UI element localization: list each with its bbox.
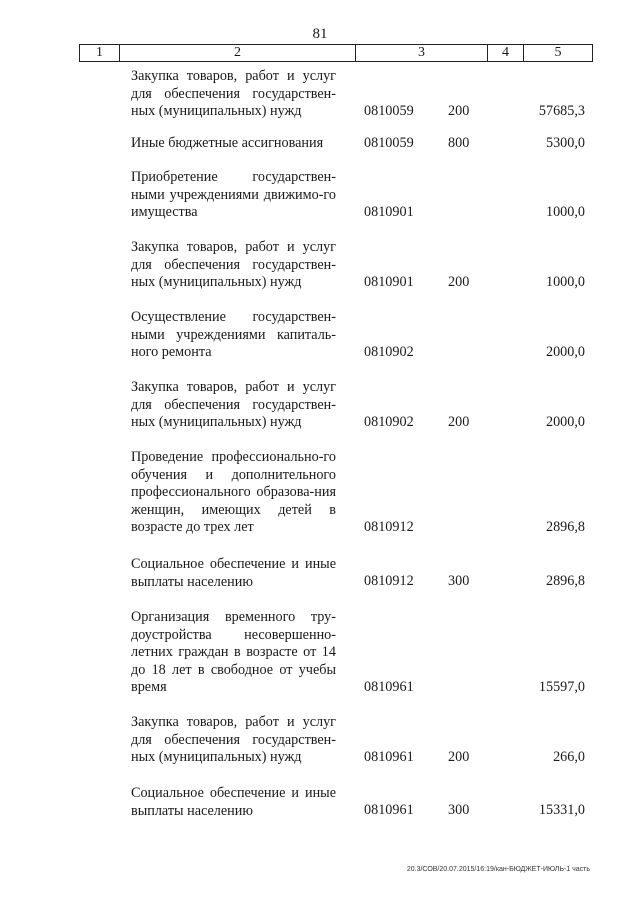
row-code: 0810059 <box>364 135 414 151</box>
row-description: Закупка товаров, работ и услуг для обеспечения государствен-ных (муниципальных) нужд <box>131 239 336 290</box>
row-code: 0810961 <box>364 802 414 818</box>
header-col-5: 5 <box>554 45 562 60</box>
row-sum: 2000,0 <box>545 344 585 360</box>
row-type: 300 <box>448 802 470 818</box>
row-description: Осуществление государствен-ными учреждениями капиталь-ного ремонта <box>131 309 336 360</box>
row-code: 0810901 <box>364 274 414 290</box>
row-type: 200 <box>448 414 470 430</box>
row-sum: 2896,8 <box>545 519 585 535</box>
header-col-1: 1 <box>80 45 120 61</box>
row-type: 200 <box>448 749 470 765</box>
row-sum: 15597,0 <box>538 679 585 695</box>
row-sum: 2000,0 <box>545 414 585 430</box>
row-description: Проведение профессионально-го обучения и дополнительного профессионального образова-ния женщин, имеющих детей в возрасте до трех лет <box>131 449 336 535</box>
row-sum: 5300,0 <box>545 135 585 151</box>
table-header <box>79 44 593 62</box>
row-code: 0810961 <box>364 749 414 765</box>
row-code: 0810902 <box>364 344 414 360</box>
row-sum: 1000,0 <box>545 204 585 220</box>
row-sum: 15331,0 <box>538 802 585 818</box>
row-description: Социальное обеспечение и иные выплаты населению <box>131 556 336 590</box>
row-description: Закупка товаров, работ и услуг для обеспечения государствен-ных (муниципальных) нужд <box>131 714 336 765</box>
row-sum: 1000,0 <box>545 274 585 290</box>
page-number: 81 <box>312 26 328 42</box>
row-description: Организация временного тру-доустройства несовершенно-летних граждан в возрасте от 14 до 18 лет в свободное от учебы время <box>131 609 336 695</box>
row-code: 0810912 <box>364 519 414 535</box>
footer-stamp: 20.3/СОВ/20.07.2015/16:19/кан-БЮДЖЕТ-ИЮЛЬ-1 часть <box>406 866 590 873</box>
row-code: 0810912 <box>364 573 414 589</box>
header-col-4: 4 <box>488 45 524 61</box>
row-code: 0810901 <box>364 204 414 220</box>
row-type: 200 <box>448 274 470 290</box>
row-type: 300 <box>448 573 470 589</box>
row-code: 0810902 <box>364 414 414 430</box>
row-description: Закупка товаров, работ и услуг для обеспечения государствен-ных (муниципальных) нужд <box>131 379 336 430</box>
header-col-2: 2 <box>120 45 356 61</box>
row-description: Приобретение государствен-ными учреждениями движимо-го имущества <box>131 169 336 220</box>
row-type: 200 <box>448 103 470 119</box>
row-description: Социальное обеспечение и иные выплаты населению <box>131 785 336 819</box>
row-code: 0810059 <box>364 103 414 119</box>
row-description: Закупка товаров, работ и услуг для обеспечения государствен-ных (муниципальных) нужд <box>131 68 336 119</box>
row-code: 0810961 <box>364 679 414 695</box>
row-sum: 57685,3 <box>538 103 585 119</box>
header-col-3: 3 <box>356 45 488 61</box>
row-type: 800 <box>448 135 470 151</box>
row-sum: 266,0 <box>553 749 585 765</box>
row-description: Иные бюджетные ассигнования <box>131 135 324 151</box>
row-sum: 2896,8 <box>545 573 585 589</box>
